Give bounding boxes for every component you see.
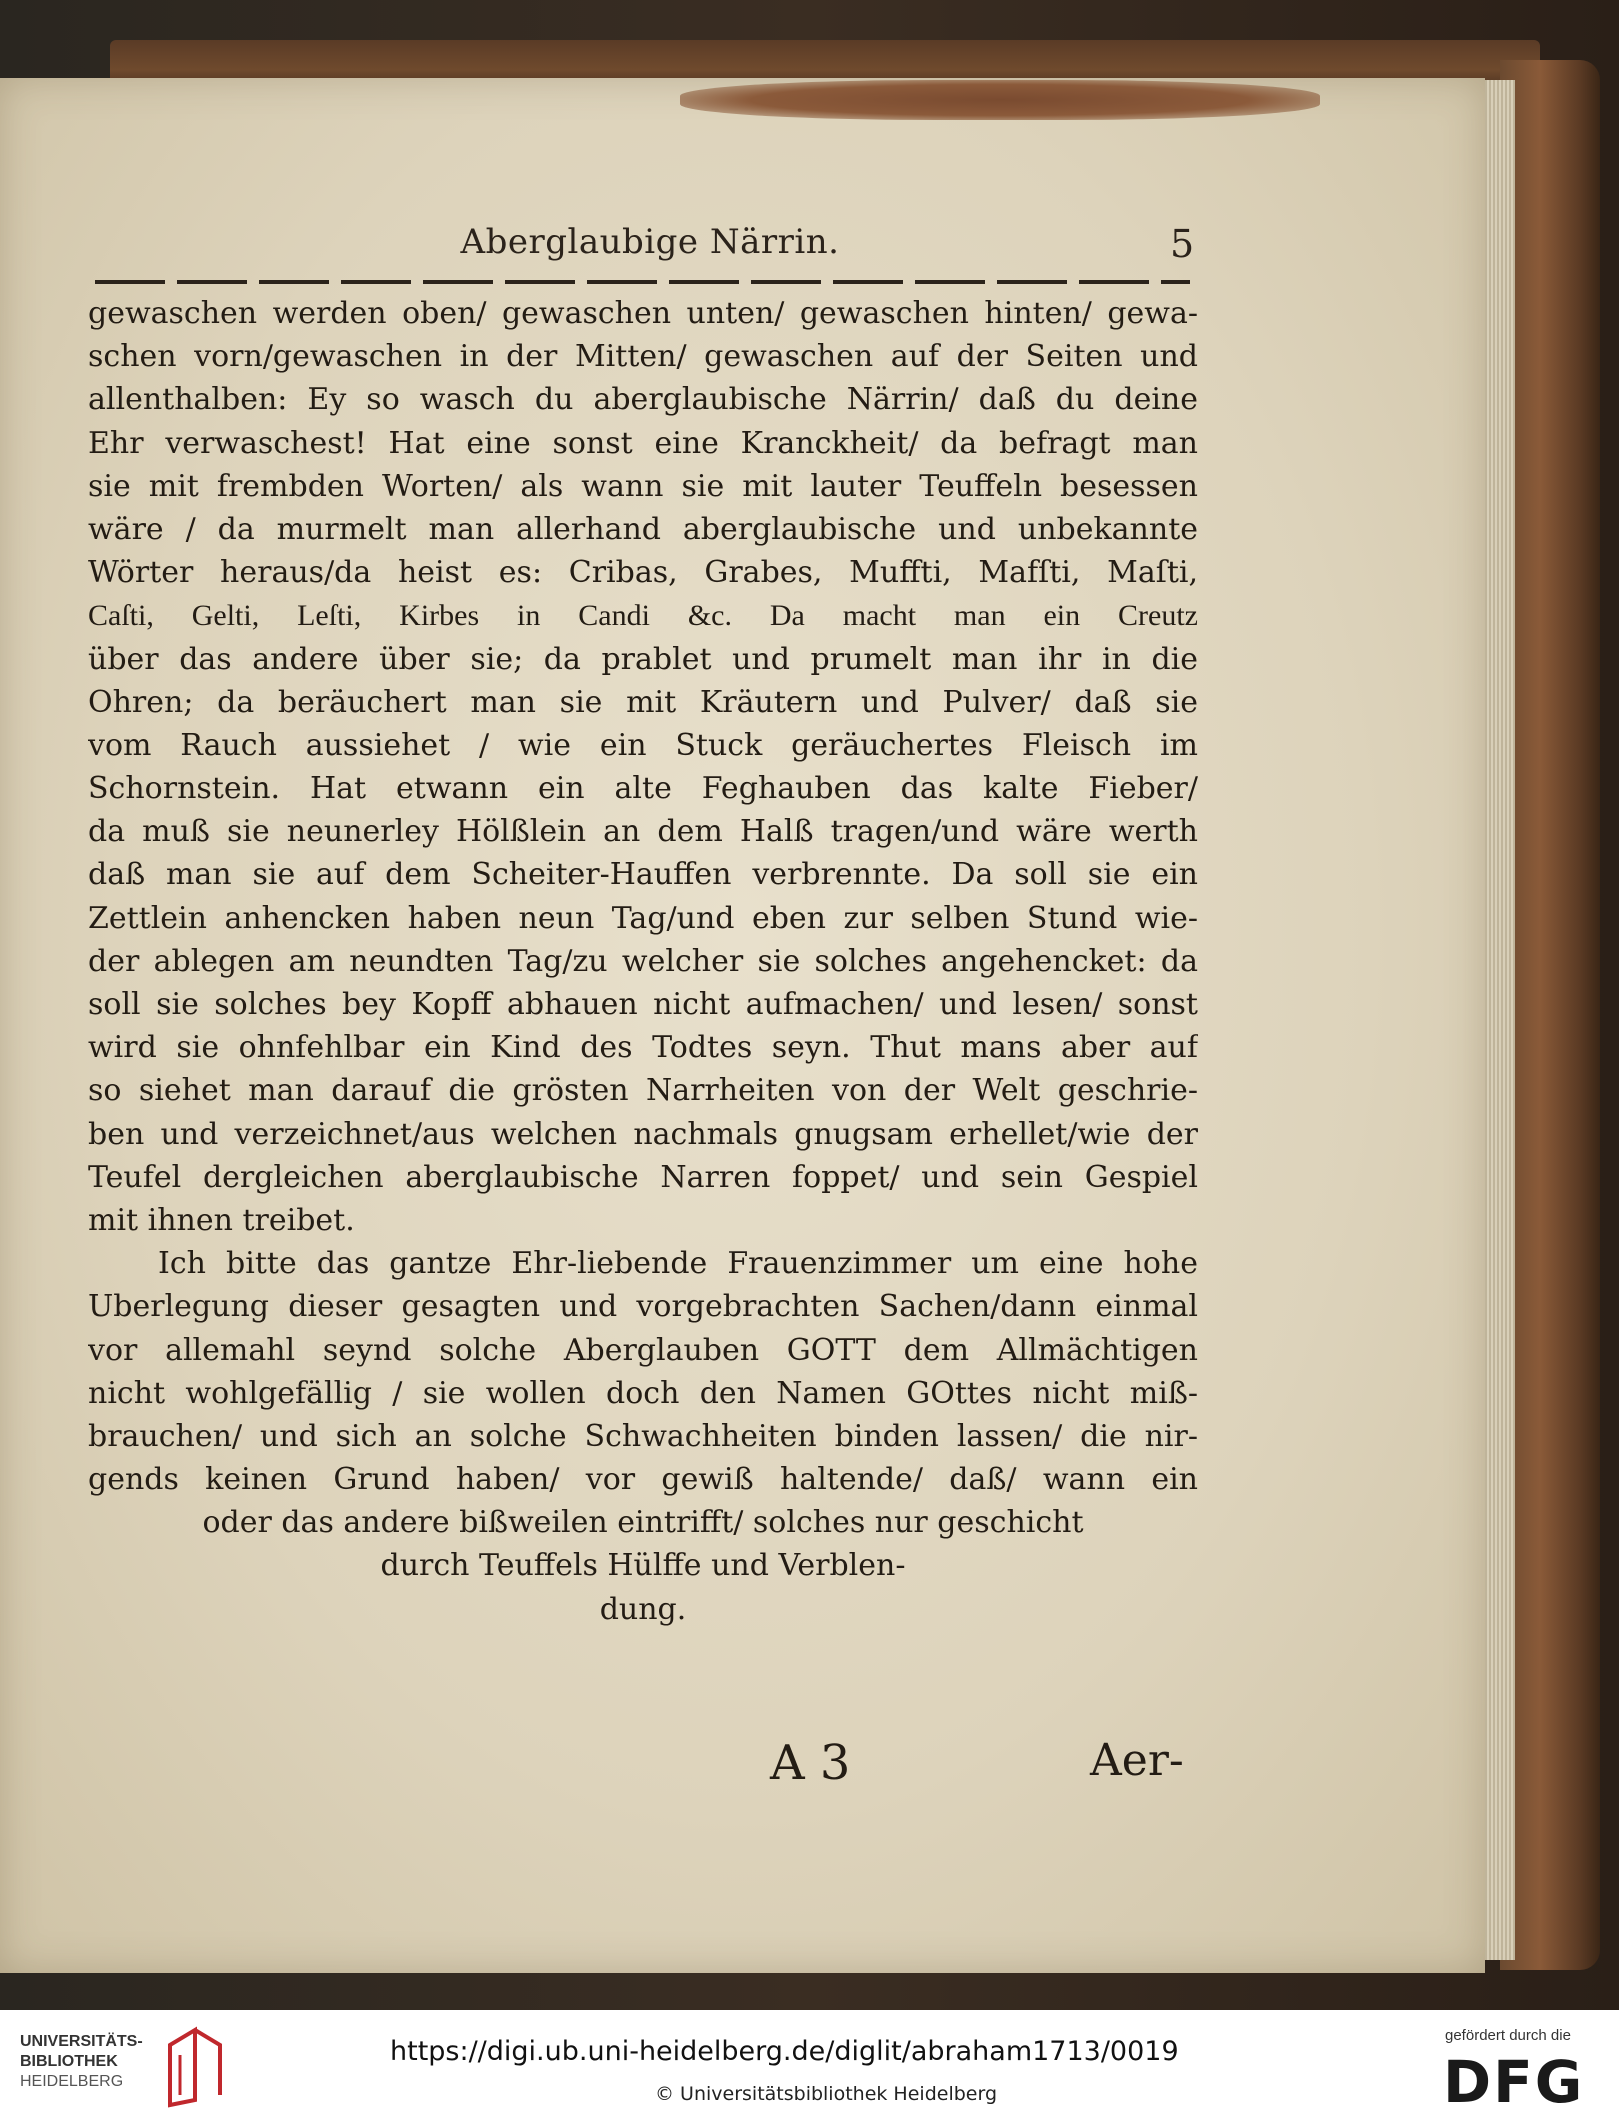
header-rule [95,280,1190,284]
text-line: dung. [599,1591,687,1627]
text-line: Teufel dergleichen aberglaubische Narren foppet/ und sein Gespiel [88,1159,1198,1195]
body-text [88,292,1198,1631]
text-line: schen vorn/gewaschen in der Mitten/ gewaschen auf der Seiten und [88,339,1198,375]
dfg-logo: DFG [1443,2048,1585,2116]
text-line: Schornstein. Hat etwann ein alte Feghauben das kalte Fieber/ [88,771,1198,807]
text-line: vom Rauch aussiehet / wie ein Stuck geräuchertes Fleisch im [88,727,1198,763]
footer-bar [0,2010,1619,2126]
page-number: 5 [1170,222,1195,266]
library-name-line2: BIBLIOTHEK [20,2053,118,2070]
text-line: Wörter heraus/da heist es: Cribas, Grabes, Muffti, Mafſti, Maſti, [88,555,1198,591]
library-name [20,2032,170,2092]
text-line: oder das andere bißweilen eintrifft/ solches nur geschicht [202,1505,1084,1541]
text-line: gends keinen Grund haben/ vor gewiß haltende/ daß/ wann ein [88,1462,1198,1498]
text-line: daß man sie auf dem Scheiter-Hauffen verbrennte. Da soll sie ein [88,857,1198,893]
text-line: nicht wohlgefällig / sie wollen doch den Namen GOttes nicht miß- [88,1375,1198,1411]
library-logo-icon [160,2025,230,2110]
text-line: Ohren; da beräuchert man sie mit Kräutern und Pulver/ daß sie [88,684,1198,720]
book-cover-edge [1500,60,1600,1970]
catchword: Aer- [1090,1735,1184,1786]
text-line: durch Teuffels Hülffe und Verblen- [380,1548,906,1584]
text-line: Ich bitte das gantze Ehr-liebende Frauenzimmer um eine hohe [158,1246,1198,1282]
library-name-line3: HEIDELBERG [20,2073,124,2090]
library-name-line1: UNIVERSITÄTS- [20,2033,143,2050]
text-line: Zettlein anhencken haben neun Tag/und eben zur selben Stund wie- [88,900,1198,936]
text-line: vor allemahl seynd solche Aberglauben GOTT dem Allmächtigen [88,1332,1198,1368]
copyright-notice: © Universitätsbibliothek Heidelberg [655,2083,998,2105]
text-line: mit ihnen treibet. [88,1202,355,1238]
text-line: allenthalben: Ey so wasch du aberglaubische Närrin/ daß du deine [88,382,1198,418]
text-line: soll sie solches bey Kopff abhauen nicht aufmachen/ und lesen/ sonst [88,987,1198,1022]
text-line: gewaschen werden oben/ gewaschen unten/ gewaschen hinten/ gewa- [88,296,1198,331]
text-line: da muß sie neunerley Hölßlein an dem Halß tragen/und wäre werth [88,814,1198,850]
text-line: Caſti, Gelti, Leſti, Kirbes in Candi &c. Da macht man ein Creutz [88,599,1198,633]
page-stain [680,80,1320,120]
running-head: Aberglaubige Närrin. [460,222,840,262]
text-line: wäre / da murmelt man allerhand aberglaubische und unbekannte [88,511,1198,547]
text-line: wird sie ohnfehlbar ein Kind des Todtes seyn. Thut mans aber auf [88,1030,1198,1066]
funded-by-label: gefördert durch die [1445,2027,1571,2044]
signature-mark: A 3 [770,1735,851,1791]
text-line: über das andere über sie; da prablet und prumelt man ihr in die [88,641,1198,677]
text-line: brauchen/ und sich an solche Schwachheiten binden lassen/ die nir- [88,1418,1198,1454]
text-line: sie mit frembden Worten/ als wann sie mit lauter Teuffeln besessen [88,468,1198,504]
page-url-link[interactable]: https://digi.ub.uni-heidelberg.de/diglit/abraham1713/0019 [390,2036,1179,2067]
text-line: der ablegen am neundten Tag/zu welcher sie solches angehencket: da [88,943,1198,979]
text-line: ben und verzeichnet/aus welchen nachmals gnugsam erhellet/wie der [88,1116,1198,1152]
text-line: so siehet man darauf die grösten Narrheiten von der Welt geschrie- [88,1073,1198,1109]
text-line: Ehr verwaschest! Hat eine sonst eine Kranckheit/ da befragt man [88,425,1198,461]
text-line: Uberlegung dieser gesagten und vorgebrachten Sachen/dann einmal [88,1289,1198,1325]
